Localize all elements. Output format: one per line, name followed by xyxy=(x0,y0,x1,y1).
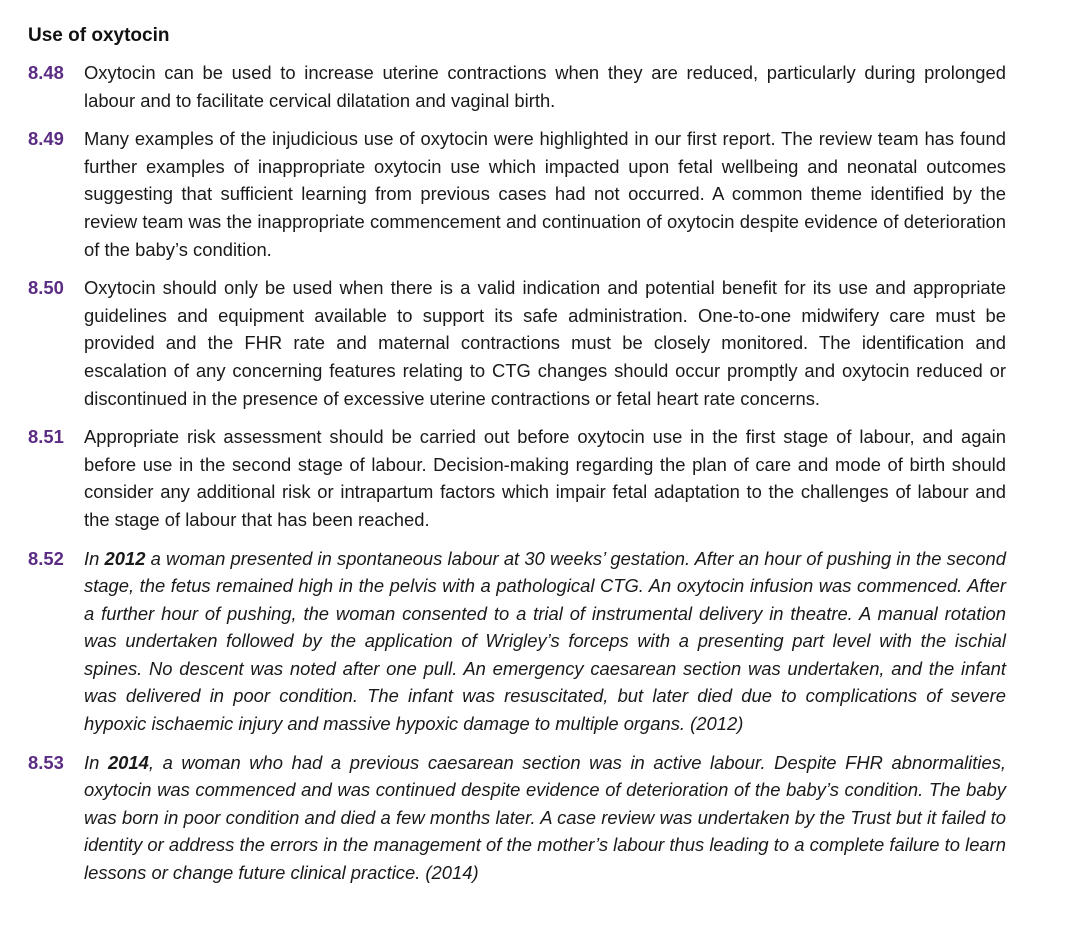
paragraph-number: 8.48 xyxy=(28,62,64,83)
paragraph-number: 8.49 xyxy=(28,128,64,150)
case-study-text xyxy=(84,545,1006,738)
paragraph-number: 8.52 xyxy=(28,547,64,569)
case-prefix: In xyxy=(84,547,105,569)
paragraph-text: Oxytocin can be used to increase uterine contractions when they are reduced, particularly during prolonged labour and to facilitate cervical dilatation and vaginal birth. xyxy=(84,62,1006,111)
paragraph-number: 8.51 xyxy=(28,426,64,448)
paragraph-8-53 xyxy=(28,749,1006,887)
paragraph-number: 8.50 xyxy=(28,277,64,299)
paragraph-8-48 xyxy=(28,59,1006,114)
case-body: a woman presented in spontaneous labour at 30 weeks’ gestation. After an hour of pushing in the second stage, the fetus remained high in the pelvis with a pathological CTG. An oxytocin infusion was commenced. After a further hour of pushing, the woman consented to a trial of instrumental delivery in theatre. A manual rotation was undertaken followed by the application of Wrigley’s forceps with a presenting part level with the ischial spines. No descent was noted after one pull. An emergency caesarean section was undertaken, and the infant was delivered in poor condition. The infant was resuscitated, but later died due to complications of severe hypoxic ischaemic injury and massive hypoxic damage to multiple organs. (2012) xyxy=(84,547,1006,735)
section-heading: Use of oxytocin xyxy=(28,25,170,46)
paragraph-text: Oxytocin should only be used when there is a valid indication and potential benefit for its use and appropriate guidelines and equipment available to support its safe administration. One-to-one midwifery care must be provided and the FHR rate and maternal contractions must be closely monitored. The identification and escalation of any concerning features relating to CTG changes should occur promptly and oxytocin reduced or discontinued in the presence of excessive uterine contractions or fetal heart rate concerns. xyxy=(84,277,1006,409)
paragraph-text: Appropriate risk assessment should be carried out before oxytocin use in the first stage of labour, and again before use in the second stage of labour. Decision-making regarding the plan of care and mode of birth should consider any additional risk or intrapartum factors which impair fetal adaptation to the challenges of labour and the stage of labour that has been reached. xyxy=(84,426,1006,530)
case-body: , a woman who had a previous caesarean section was in active labour. Despite FHR abnormalities, oxytocin was commenced and was continued despite evidence of deterioration of the baby’s condition. The baby was born in poor condition and died a few months later. A case review was undertaken by the Trust but it failed to identity or address the errors in the management of the mother’s labour thus leading to a complete failure to learn lessons or change future clinical practice. (2014) xyxy=(84,751,1006,884)
paragraph-text: Many examples of the injudicious use of oxytocin were highlighted in our first report. The review team has found further examples of inappropriate oxytocin use which impacted upon fetal wellbeing and neonatal outcomes suggesting that sufficient learning from previous cases had not occurred. A common theme identified by the review team was the inappropriate commencement and continuation of oxytocin despite evidence of deterioration of the baby’s condition. xyxy=(84,128,1006,260)
paragraph-8-49 xyxy=(28,125,1006,263)
case-year: 2014 xyxy=(107,751,149,773)
case-prefix: In xyxy=(84,751,108,773)
paragraph-number: 8.53 xyxy=(28,751,64,773)
paragraph-8-51 xyxy=(28,423,1006,533)
case-year: 2012 xyxy=(104,547,146,569)
paragraph-8-52 xyxy=(28,545,1006,738)
case-study-text xyxy=(84,749,1006,887)
paragraph-8-50 xyxy=(28,274,1006,412)
